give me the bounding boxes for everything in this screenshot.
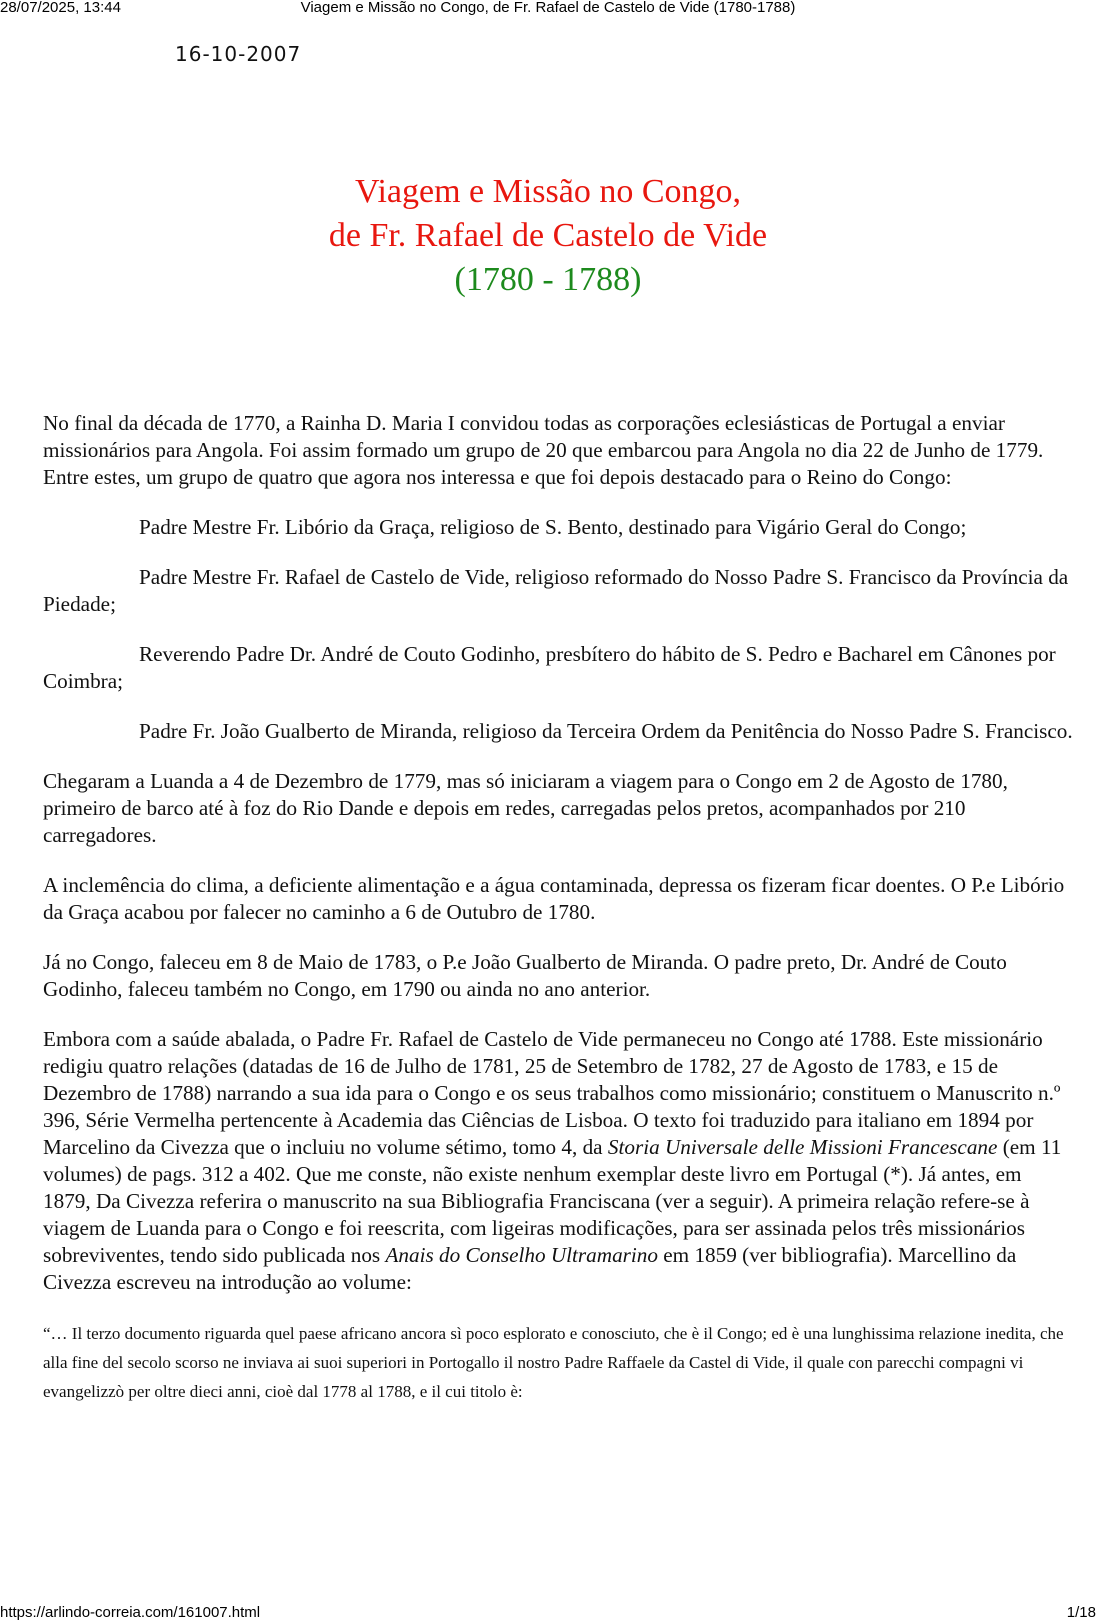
title-line-2: de Fr. Rafael de Castelo de Vide: [328, 217, 768, 254]
paragraph-intro: No final da década de 1770, a Rainha D. Maria I convidou todas as corporações eclesiásticas de Portugal a enviar missionários para Angola. Foi assim formado um grupo de 20 que embarcou para Angola no dia 22 de Junho de 1779. Entre estes, um grupo de quatro que agora nos interessa e que foi depois destacado para o Reino do Congo:: [43, 411, 1044, 489]
title-years: (1780 - 1788): [454, 261, 642, 298]
print-header: [0, 0, 1096, 20]
manuscripts-text-b: (em 11 volumes) de pags. 312 a 402. Que me conste, não existe nenhum exemplar deste livro em Portugal (*). Já antes, em 1879, Da Civezza referira o manuscrito na sua Bibliografia Franciscana (ver a seguir). A primeira relação refere-se à viagem de Luanda para o Congo e foi reescrita, com ligeiras modificações, para ser assinada pelos três missionários sobreviventes, tendo sido publicada nos: [43, 1135, 1062, 1267]
print-footer: [0, 1604, 1096, 1624]
paragraph-member-2: Padre Mestre Fr. Rafael de Castelo de Vide, religioso reformado do Nosso Padre S. Francisco da Província da Piedade;: [43, 565, 1069, 616]
article-date: 16-10-2007: [175, 42, 302, 66]
manuscripts-text-a: Embora com a saúde abalada, o Padre Fr. Rafael de Castelo de Vide permaneceu no Congo até 1788. Este missionário redigiu quatro relações (datadas de 16 de Julho de 1781, 25 de Setembro de 1782, 27 de Agosto de 1783, e 15 de Dezembro de 1788) narrando a sua ida para o Congo e os seus trabalhos como missionário; constituem o Manuscrito n.º 396, Série Vermelha pertencente à Academia das Ciências de Lisboa. O texto foi traduzido para italiano em 1894 por Marcelino da Civezza que o incluiu no volume sétimo, tomo 4, da: [43, 1027, 1061, 1159]
italian-quote: “… Il terzo documento riguarda quel paese africano ancora sì poco esplorato e conosciuto, che è il Congo; ed è una lunghissima relazione inedita, che alla fine del secolo scorso ne inviava ai suoi superiori in Portogallo il nostro Padre Raffaele da Castel di Vide, il quale con parecchi compagni vi evangelizzò per oltre dieci anni, cioè dal 1778 al 1788, e il cui titolo è:: [43, 1324, 1064, 1401]
paragraph-member-1: Padre Mestre Fr. Libório da Graça, religioso de S. Bento, destinado para Vigário Geral do Congo;: [139, 515, 967, 539]
paragraph-deaths: Já no Congo, faleceu em 8 de Maio de 1783, o P.e João Gualberto de Miranda. O padre preto, Dr. André de Couto Godinho, faleceu também no Congo, em 1790 ou ainda no ano anterior.: [43, 950, 1007, 1001]
manuscripts-text-c: em 1859 (ver bibliografia). Marcellino da Civezza escreveu na introdução ao volume:: [43, 1243, 1017, 1294]
article-title: [0, 170, 1096, 302]
print-url: https://arlindo-correia.com/161007.html: [0, 1604, 261, 1621]
article-body: [43, 410, 1073, 1429]
paragraph-manuscripts: [43, 1026, 1073, 1296]
storia-title: Storia Universale delle Missioni Francescane: [607, 1135, 998, 1159]
paragraph-member-3: Reverendo Padre Dr. André de Couto Godinho, presbítero do hábito de S. Pedro e Bacharel em Cânones por Coimbra;: [43, 642, 1056, 693]
paragraph-member-4: Padre Fr. João Gualberto de Miranda, religioso da Terceira Ordem da Penitência do Nosso Padre S. Francisco.: [139, 719, 1073, 743]
anais-title: Anais do Conselho Ultramarino: [385, 1243, 658, 1267]
print-timestamp: 28/07/2025, 13:44: [0, 0, 121, 16]
paragraph-climate: A inclemência do clima, a deficiente alimentação e a água contaminada, depressa os fizeram ficar doentes. O P.e Libório da Graça acabou por falecer no caminho a 6 de Outubro de 1780.: [43, 873, 1065, 924]
print-page-title: Viagem e Missão no Congo, de Fr. Rafael de Castelo de Vide (1780-1788): [300, 0, 796, 16]
print-page-number: 1/18: [1066, 1604, 1096, 1621]
title-line-1: Viagem e Missão no Congo,: [354, 173, 742, 210]
paragraph-arrival: Chegaram a Luanda a 4 de Dezembro de 1779, mas só iniciaram a viagem para o Congo em 2 de Agosto de 1780, primeiro de barco até à foz do Rio Dande e depois em redes, carregadas pelos pretos, acompanhados por 210 carregadores.: [43, 769, 1008, 847]
